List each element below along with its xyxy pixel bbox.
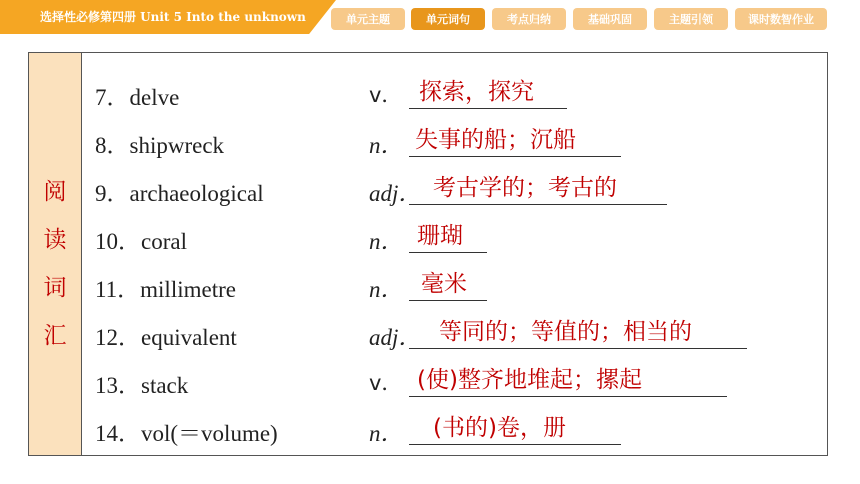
vocab-row (29, 311, 829, 359)
vocab-word: 8．shipwreck (95, 133, 225, 158)
vocab-answer: (书的)卷，册 (433, 415, 566, 441)
top-navigation-bar (0, 0, 860, 34)
answer-line (409, 108, 567, 109)
tab-unit-theme[interactable]: 单元主题 (331, 8, 405, 30)
vocab-word: 13．stack (95, 373, 189, 398)
tab-basics[interactable]: 基础巩固 (573, 8, 647, 30)
section-label-char: 读 (43, 227, 67, 253)
vocab-row (29, 167, 829, 215)
part-of-speech: adj． (369, 325, 422, 350)
vocab-row (29, 215, 829, 263)
vocab-word: 12．equivalent (95, 325, 237, 350)
vocab-row (29, 359, 829, 407)
tab-theme-guide[interactable]: 主题引领 (654, 8, 728, 30)
vocab-word: 14．vol(＝volume) (95, 421, 278, 446)
part-of-speech: adj． (369, 181, 422, 206)
vocab-word: 9．archaeological (95, 181, 264, 206)
section-label-char: 汇 (43, 323, 67, 349)
part-of-speech: n． (369, 133, 404, 158)
vocab-answer: 珊瑚 (417, 223, 463, 249)
tab-unit-words[interactable]: 单元词句 (411, 8, 485, 30)
vocab-word: 11．millimetre (95, 277, 236, 302)
answer-line (409, 396, 727, 397)
vocab-word: 7．delve (95, 85, 180, 110)
answer-line (409, 252, 487, 253)
part-of-speech: n． (369, 229, 404, 254)
part-of-speech: v． (369, 371, 403, 395)
part-of-speech: v． (369, 83, 403, 107)
answer-line (409, 348, 747, 349)
part-of-speech: n． (369, 277, 404, 302)
vocab-row (29, 407, 829, 455)
section-label-char: 阅 (43, 179, 67, 205)
vocab-answer: (使)整齐地堆起；摞起 (417, 367, 642, 393)
tab-homework[interactable]: 课时数智作业 (735, 8, 827, 30)
vocab-answer: 毫米 (421, 271, 467, 297)
vocab-word: 10．coral (95, 229, 187, 254)
vocabulary-table (28, 52, 828, 456)
vocab-answer: 考古学的；考古的 (433, 175, 617, 201)
answer-line (409, 204, 667, 205)
tab-key-points[interactable]: 考点归纳 (492, 8, 566, 30)
vocab-answer: 等同的；等值的；相当的 (439, 319, 692, 345)
answer-line (409, 300, 487, 301)
vocab-answer: 失事的船；沉船 (415, 127, 576, 153)
vocab-row (29, 119, 829, 167)
answer-line (409, 156, 621, 157)
answer-line (409, 444, 621, 445)
book-title: 选择性必修第四册 Unit 5 Into the unknown (40, 10, 306, 24)
section-label-char: 词 (43, 275, 67, 301)
vocab-row (29, 263, 829, 311)
vocab-row (29, 71, 829, 119)
part-of-speech: n． (369, 421, 404, 446)
vocab-answer: 探索，探究 (419, 79, 534, 105)
